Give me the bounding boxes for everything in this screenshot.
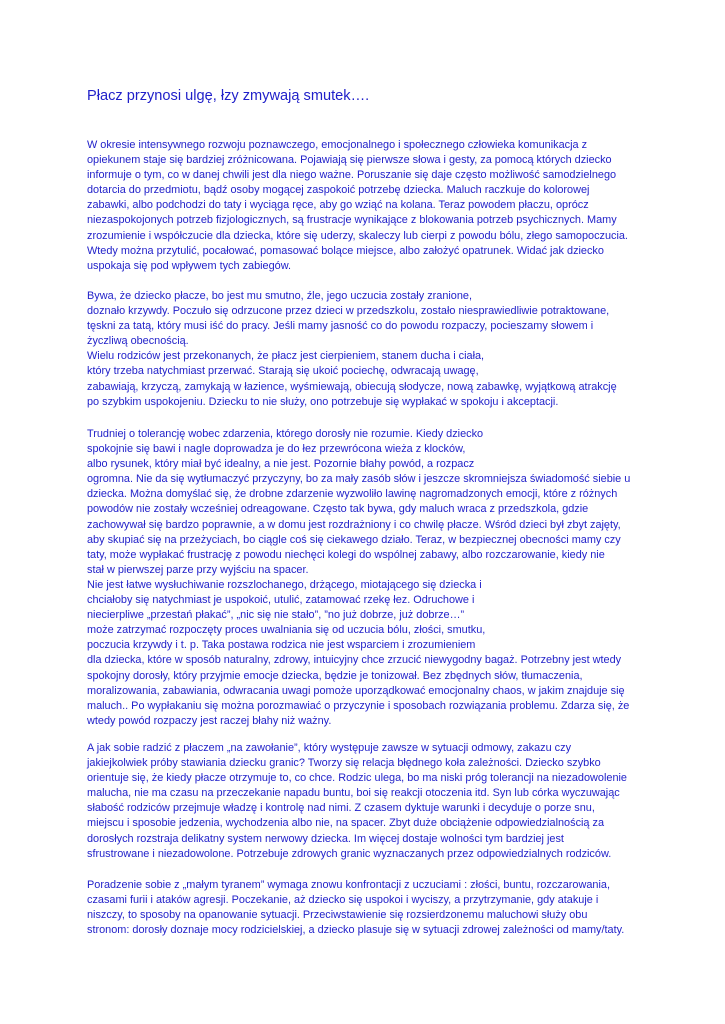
text-line: orientuje się, że kiedy płacze otrzymuje to, co chce. Rodzic ulega, bo ma niski próg tolerancji na niezadowolenie	[87, 772, 627, 785]
text-line: tęskni za tatą, który musi iść do pracy. Jeśli mamy jasność co do powodu rozpaczy, pocieszamy słowem i	[87, 320, 594, 333]
text-line: informuje o tym, co w danej chwili jest dla niego ważne. Poruszanie się daje często możliwość samodzielnego	[87, 169, 617, 182]
text-line: może zatrzymać rozpoczęty proces uwalniania się od uczucia bólu, złości, smutku,	[87, 624, 486, 637]
paragraph-1	[87, 138, 628, 274]
text-line: życzliwą obecnością.	[87, 335, 189, 348]
paragraph-4	[87, 741, 627, 862]
text-line: stronom: dorosły doznaje mocy rodzicielskiej, a dziecko plasuje się w sytuacji zdrowej zależności od mamy/taty.	[87, 924, 625, 937]
text-line: maluch.. Po wypłakaniu się można porozmawiać o przyczynie i sposobach rozwiązania problemu. Zdarza się, że	[87, 699, 630, 712]
text-line: dla dziecka, które w sposób naturalny, zdrowy, intuicyjny chce zrzucić niewygodny bagaż. Potrzebny jest wtedy	[87, 654, 622, 667]
text-line: moralizowania, zabawiania, odwracania uwagi pomoże uporządkować emocjonalny chaos, w jakim znajduje się	[87, 684, 625, 697]
text-line: poczucia krzywdy i t. p. Taka postawa rodzica nie jest wsparciem i zrozumieniem	[87, 639, 476, 652]
text-line: który trzeba natychmiast przerwać. Starają się ukoić pociechę, odwracają uwagę,	[87, 365, 479, 378]
text-line: zachowywał się bardzo poprawnie, a w domu jest rozdrażniony i co chwilę płacze. Wśród dzieci był zbyt zajęty,	[87, 518, 621, 531]
text-line: A jak sobie radzić z płaczem „na zawołanie”, który występuje zawsze w sytuacji odmowy, zakazu czy	[87, 742, 572, 754]
text-line: niecierpliwe „przestań płakać”, „nic się nie stało”, ”no już dobrze, już dobrze…”	[87, 609, 465, 622]
text-line: niszczy, to sposoby na opanowanie sytuacji. Przeciwstawienie się rozsierdzonemu maluchowi służy obu	[87, 909, 588, 922]
text-line: wtedy powód rozpaczy jest raczej błahy niż ważny.	[87, 714, 332, 727]
text-line: Wielu rodziców jest przekonanych, że płacz jest cierpieniem, stanem ducha i ciała,	[87, 350, 485, 363]
text-line: chciałoby się natychmiast je uspokoić, utulić, zatamować rzekę łez. Odruchowe i	[87, 594, 475, 607]
text-line: Trudniej o tolerancję wobec zdarzenia, którego dorosły nie rozumie. Kiedy dziecko	[87, 428, 484, 440]
text-line: ogromna. Nie da się wytłumaczyć przyczyny, bo za mały zasób słów i jeszcze skromniejsza świadomość siebie u	[87, 473, 631, 486]
document-title: Płacz przynosi ulgę, łzy zmywają smutek….	[87, 88, 370, 104]
text-line: zrozumienie i współczucie dla dziecka, które się uderzy, skaleczy lub cierpi z powodu bólu, złego samopoczucia.	[87, 229, 628, 242]
text-line: po szybkim uspokojeniu. Dziecku to nie służy, ono potrzebuje się wypłakać w spokoju i akceptacji.	[87, 395, 559, 408]
text-line: dotarcia do przedmiotu, bądź osoby mogącej zaspokoić potrzebę dziecka. Maluch raczkuje do kolorowej	[87, 184, 590, 197]
text-line: spokojnie się bawi i nagle doprowadza je do łez przewrócona wieża z klocków,	[87, 443, 466, 456]
text-line: czasami furii i ataków agresji. Poczekanie, aż dziecko się uspokoi i wyciszy, a przytrzymanie, gdy atakuje i	[87, 894, 599, 907]
text-line: Nie jest łatwe wysłuchiwanie rozszlochanego, drżącego, miotającego się dziecka i	[87, 578, 482, 591]
text-line: dziecka. Można domyślać się, że drobne zdarzenie wyzwoliło lawinę nagromadzonych emocji, które z różnych	[87, 488, 618, 501]
text-line: uspokaja się pod wpływem tych zabiegów.	[87, 259, 292, 272]
text-line: zabawiają, krzyczą, zamykają w łazience, wyśmiewają, obiecują słodycze, nową zabawkę, wyjątkową atrakcję	[87, 380, 617, 393]
text-line: opiekunem staje się bardziej zróżnicowana. Pojawiają się pierwsze słowa i gesty, za pomocą których dziecko	[87, 154, 612, 167]
text-line: albo rysunek, który miał być idealny, a nie jest. Pozornie błahy powód, a rozpacz	[87, 458, 475, 471]
text-line: sfrustrowane i niezadowolone. Potrzebuje zdrowych granic wyznaczanych przez odpowiedzialnych rodziców.	[87, 847, 612, 860]
text-line: niezaspokojonych potrzeb fizjologicznych, są frustracje wynikające z blokowania potrzeb psychicznych. Mamy	[87, 214, 617, 227]
text-line: aby skupiać się na przeżyciach, bo ciągle coś się ciekawego działo. Teraz, w bezpiecznej obecności mamy czy	[87, 533, 621, 546]
text-line: Bywa, że dziecko płacze, bo jest mu smutno, źle, jego uczucia zostały zranione,	[87, 290, 472, 302]
text-line: jakiejkolwiek próby stawiania dziecku granic? Tworzy się relacja błędnego koła zależności. Dziecko szybko	[87, 757, 601, 770]
text-line: spokojny dorosły, który przyjmie emocje dziecka, będzie je tonizował. Bez zbędnych słów, tłumaczenia,	[87, 669, 583, 682]
paragraph-3	[87, 427, 630, 729]
text-line: W okresie intensywnego rozwoju poznawczego, emocjonalnego i społecznego człowieka komunikacja z	[87, 139, 588, 151]
paragraph-2	[87, 289, 617, 410]
text-line: Wtedy można przytulić, pocałować, pomasować bolące miejsce, albo założyć opatrunek. Widać jak dziecko	[87, 244, 604, 257]
text-line: powodów nie zostały wcześniej odreagowane. Często tak bywa, gdy maluch wraca z przedszkola, gdzie	[87, 503, 589, 516]
text-line: słabość rodziców przejmuje władzę i kontrolę nad nimi. Z czasem dyktuje warunki i decyduje o porze snu,	[87, 802, 595, 815]
text-line: miejscu i sposobie jedzenia, wychodzenia albo nie, na spacer. Zbyt duże obciążenie odpowiedzialnością za	[87, 817, 605, 830]
text-line: stał w pierwszej parze przy wyjściu na spacer.	[87, 563, 309, 576]
text-line: doznało krzywdy. Poczuło się odrzucone przez dzieci w przedszkolu, zostało niesprawiedliwie potraktowane,	[87, 305, 610, 318]
text-line: dorosłych rozstraja delikatny system nerwowy dziecka. Im więcej dostaje wolności tym bardziej jest	[87, 832, 564, 845]
paragraph-5	[87, 878, 624, 938]
text-line: malucha, nie ma czasu na przeczekanie napadu buntu, boi się reakcji otoczenia itd. Syn lub córka wyczuwając	[87, 787, 620, 800]
text-line: taty, może wypłakać frustrację z powodu niechęci kolegi do wspólnej zabawy, albo rozczarowanie, kiedy nie	[87, 548, 605, 561]
text-line: Poradzenie sobie z „małym tyranem” wymaga znowu konfrontacji z uczuciami : złości, buntu, rozczarowania,	[87, 879, 610, 891]
text-line: zabawki, albo podchodzi do taty i wyciąga ręce, aby go wziąć na kolana. Teraz powodem płaczu, oprócz	[87, 199, 589, 212]
